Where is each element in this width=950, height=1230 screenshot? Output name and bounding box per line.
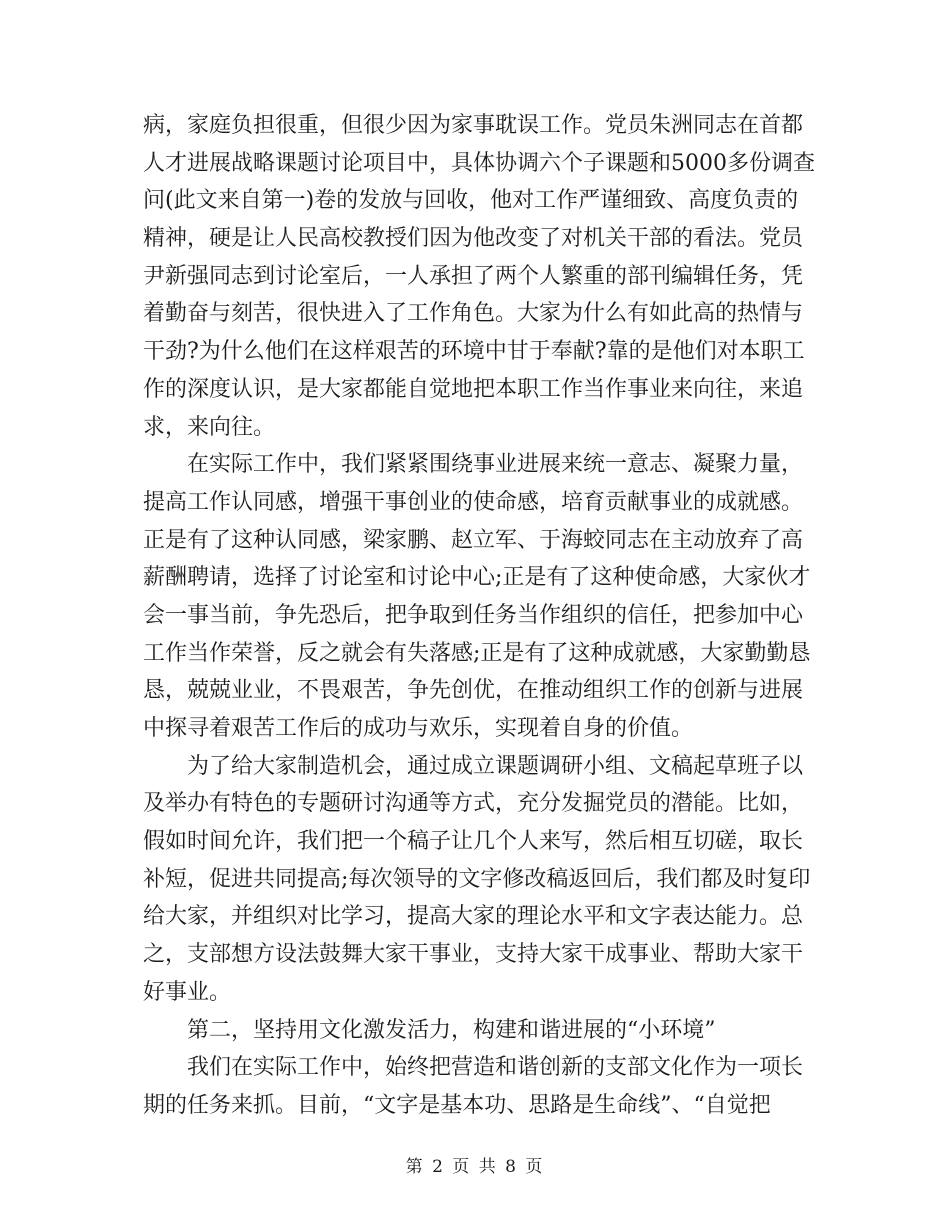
text-line: 求，来向往。 bbox=[143, 414, 276, 440]
text-line: 尹新强同志到讨论室后，一人承担了两个人繁重的部刊编辑任务，凭 bbox=[143, 263, 804, 289]
text-line: 在实际工作中，我们紧紧围绕事业进展来统一意志、凝聚力量， bbox=[143, 452, 804, 478]
text-line: 精神，硬是让人民高校教授们因为他改变了对机关干部的看法。党员 bbox=[143, 226, 804, 252]
text-line: 给大家，并组织对比学习，提高大家的理论水平和文字表达能力。总 bbox=[143, 904, 804, 930]
text-line: 作的深度认识，是大家都能自觉地把本职工作当作事业来向往，来追 bbox=[143, 376, 804, 402]
text-line: 补短，促进共同提高;每次领导的文字修改稿返回后，我们都及时复印 bbox=[143, 866, 811, 892]
text-line: 会一事当前，争先恐后，把争取到任务当作组织的信任，把参加中心 bbox=[143, 602, 804, 628]
text-line: 人才进展战略课题讨论项目中，具体协调六个子课题和5000多份调查 bbox=[143, 150, 815, 176]
text-line: 之，支部想方设法鼓舞大家干事业，支持大家干成事业、帮助大家干 bbox=[143, 942, 804, 968]
text-line: 我们在实际工作中，始终把营造和谐创新的支部文化作为一项长 bbox=[143, 1055, 804, 1081]
text-line: 及举办有特色的专题研讨沟通等方式，充分发掘党员的潜能。比如， bbox=[143, 791, 804, 817]
text-line: 工作当作荣誉，反之就会有失落感;正是有了这种成就感，大家勤勤恳 bbox=[143, 640, 811, 666]
text-line: 为了给大家制造机会，通过成立课题调研小组、文稿起草班子以 bbox=[143, 753, 804, 779]
text-line: 恳，兢兢业业，不畏艰苦，争先创优，在推动组织工作的创新与进展 bbox=[143, 678, 804, 704]
text-line: 薪酬聘请，选择了讨论室和讨论中心;正是有了这种使命感，大家伙才 bbox=[143, 565, 811, 591]
section-heading: 第二，坚持用文化激发活力，构建和谐进展的“小环境” bbox=[143, 1017, 716, 1043]
text-line: 问(此文来自第一)卷的发放与回收，他对工作严谨细致、高度负责的 bbox=[143, 188, 799, 214]
text-line: 提高工作认同感，增强干事创业的使命感，培育贡献事业的成就感。 bbox=[143, 489, 804, 515]
text-line: 假如时间允许，我们把一个稿子让几个人来写，然后相互切磋，取长 bbox=[143, 829, 804, 855]
page-number-footer: 第 2 页 共 8 页 bbox=[405, 1157, 545, 1177]
text-line: 中探寻着艰苦工作后的成功与欢乐，实现着自身的价值。 bbox=[143, 716, 694, 741]
text-line: 正是有了这种认同感，梁家鹏、赵立军、于海蛟同志在主动放弃了高 bbox=[143, 527, 804, 553]
text-line: 干劲?为什么他们在这样艰苦的环境中甘于奉献?靠的是他们对本职工 bbox=[143, 339, 805, 365]
text-line: 着勤奋与刻苦，很快进入了工作角色。大家为什么有如此高的热情与 bbox=[143, 301, 804, 327]
text-line: 期的任务来抓。目前，“文字是基本功、思路是生命线”、“自觉把 bbox=[143, 1092, 771, 1118]
text-line: 好事业。 bbox=[143, 979, 232, 1005]
document-body bbox=[143, 107, 815, 1125]
text-line: 病，家庭负担很重，但很少因为家事耽误工作。党员朱洲同志在首都 bbox=[143, 113, 804, 138]
